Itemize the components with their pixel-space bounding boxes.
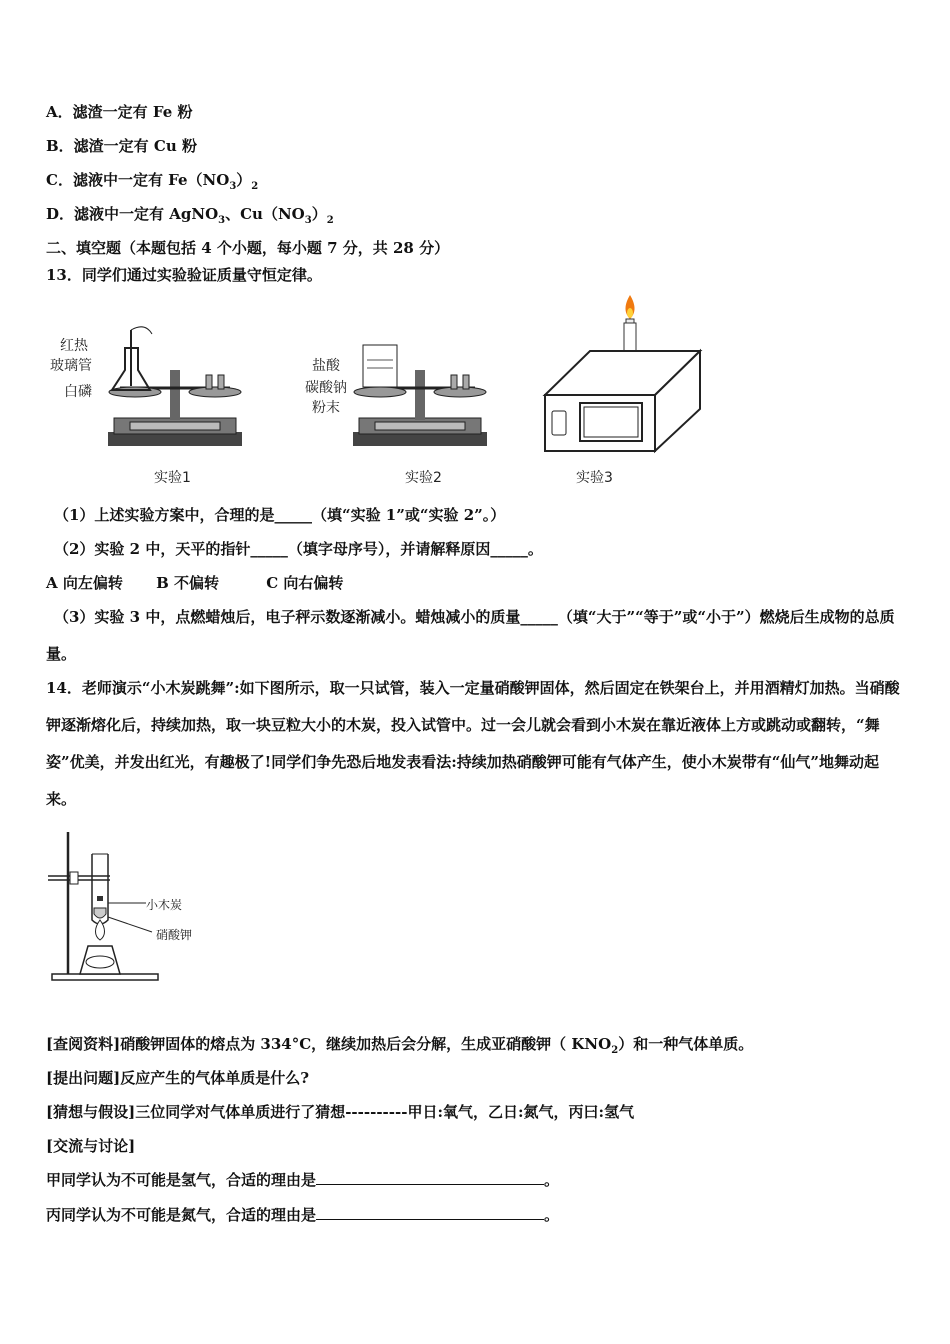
choice-c: C 向右偏转 [266,574,344,592]
q14-intro: 14．老师演示“小木炭跳舞”:如下图所示，取一只试管，装入一定量硝酸钾固体，然后固定在铁架台上，并用酒精灯加热。当硝酸钾逐渐熔化后，持续加热，取一块豆粒大小的木炭，投入试管中。过一会儿就会看到小木炭在靠近液体上方或跳动或翻转，“舞姿”优美，并发出红光，有趣极了!同学们争先恐后地发表看法:持续加热硝酸钾可能有气体产生，使小木炭带有“仙气”地舞动起来。 [46,679,900,808]
fig2-label-acid: 盐酸 [312,358,340,374]
fig2-label-carbonate: 碳酸钠 [305,380,347,396]
experiment3-figure [540,293,705,458]
q14-bing: 丙同学认为不可能是氮气，合适的理由是 。 [46,1206,560,1224]
label-charcoal: 小木炭 [146,898,183,912]
experiment2-figure [345,340,495,460]
q14-jia: 甲同学认为不可能是氢气，合适的理由是 。 [46,1171,560,1189]
q13-part2: （2）实验 2 中，天平的指针_____（填字母序号），并请解释原因_____。 [54,540,543,558]
option-d: D．滤液中一定有 AgNO$_3$、$Cu(NO_3)_2$ [46,205,334,226]
option-c: C．滤液中一定有 $Fe(NO_3)_2$ [46,171,259,192]
fig2-label-powder: 粉末 [312,400,340,416]
fig3-caption: 实验3 [576,470,613,486]
option-b: B．滤渣一定有 Cu 粉 [46,137,197,155]
q13-title: 13．同学们通过实验验证质量守恒定律。 [46,266,322,284]
label-potassium-nitrate: 硝酸钾 [156,928,193,942]
option-a: A．滤渣一定有 Fe 粉 [46,103,193,121]
answer-blank-jia[interactable] [316,1170,544,1185]
fig1-caption: 实验1 [154,470,191,486]
answer-blank-bing[interactable] [316,1205,544,1220]
choice-b: B 不偏转 [156,574,220,592]
q14-discussion: [交流与讨论] [46,1137,136,1155]
fig1-label-hot: 红热 [60,338,88,354]
q13-choices [46,573,343,593]
fig2-caption: 实验2 [405,470,442,486]
choice-a: A 向左偏转 [46,574,123,592]
q13-part3: （3）实验 3 中，点燃蜡烛后，电子秤示数逐渐减小。蜡烛减小的质量_____（填“大于”“等于”或“小于”）燃烧后生成物的总质量。 [46,608,895,663]
q13-part1: （1）上述实验方案中，合理的是_____（填“实验 1”或“实验 2”。） [54,506,506,524]
q14-lookup: [查阅资料]硝酸钾固体的熔点为 334°C，继续加热后会分解，生成亚硝酸钾（ $KNO_2$）和一种气体单质。 [46,1035,754,1056]
fig1-label-phosphorus: 白磷 [64,384,92,400]
q14-hypothesis: [猜想与假设]三位同学对气体单质进行了猜想----------甲日:氧气，乙日:氮气，丙曰:氢气 [46,1103,635,1121]
fig1-label-tube: 玻璃管 [50,358,92,374]
experiment1-figure [100,320,250,460]
q14-question: [提出问题]反应产生的气体单质是什么? [46,1069,309,1087]
section-heading: 二、填空题（本题包括 4 个小题，每小题 7 分，共 28 分） [46,239,450,257]
